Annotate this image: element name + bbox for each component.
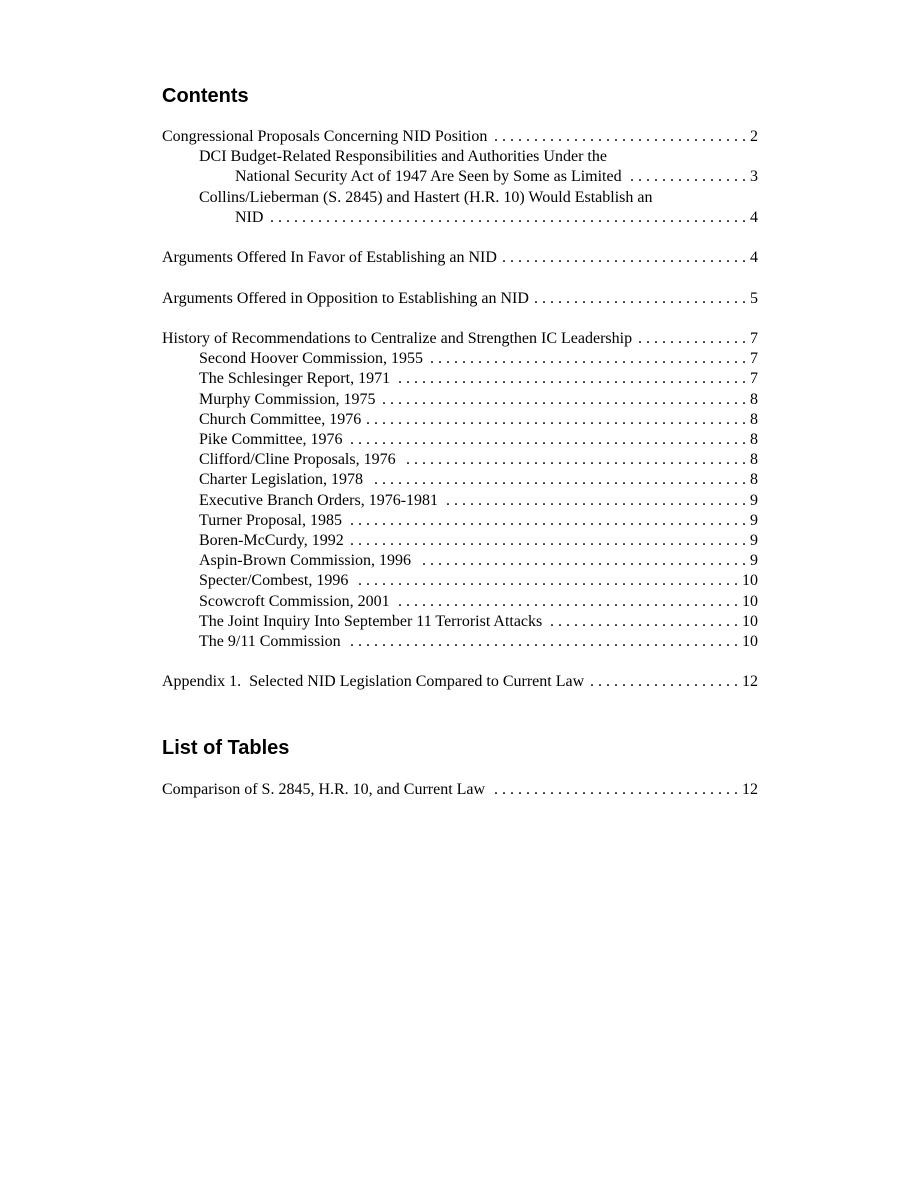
contents-heading: Contents (162, 85, 249, 107)
toc-entry-page: 7 (750, 350, 758, 368)
dot-leader (590, 672, 738, 692)
toc-entry-page: 5 (750, 289, 758, 307)
toc-entry-page: 8 (750, 431, 758, 448)
toc-entry-title: History of Recommendations to Centralize and Strengthen IC Leadership (162, 329, 633, 347)
toc-entry-page: 4 (750, 208, 758, 226)
toc-entry-title: Appendix 1. Selected NID Legislation Compared to Current Law (162, 673, 585, 691)
toc-entry-page: 12 (742, 673, 758, 691)
toc-entry[interactable] (162, 349, 758, 369)
toc-entry-page: 8 (750, 390, 758, 408)
toc-entry-page: 7 (750, 329, 758, 347)
toc-entry-page: 2 (750, 128, 758, 145)
toc-entry-page: 9 (750, 511, 758, 529)
toc-entry-title: Church Committee, 1976 (199, 410, 362, 428)
dot-leader (638, 329, 746, 349)
toc-entry-title: Murphy Commission, 1975 (199, 390, 376, 408)
toc-entry-title: Executive Branch Orders, 1976-1981 (199, 491, 439, 509)
dot-leader (381, 390, 746, 410)
dot-leader (347, 632, 738, 652)
dot-leader (548, 612, 738, 632)
dot-leader (493, 127, 746, 147)
toc-entry-page: 7 (750, 370, 758, 388)
toc-entry[interactable] (162, 612, 758, 632)
toc-entry-page: 9 (750, 552, 758, 570)
toc-entry[interactable] (162, 592, 758, 612)
toc-entry[interactable] (162, 511, 758, 531)
dot-leader (628, 167, 746, 187)
toc-entry-page: 10 (742, 633, 758, 651)
toc-entry-title: The Schlesinger Report, 1971 (199, 370, 391, 388)
toc-entry[interactable] (162, 390, 758, 410)
dot-leader (429, 349, 746, 369)
toc-entry-page: 8 (750, 471, 758, 489)
toc-entry-page: 9 (750, 532, 758, 550)
dot-leader (417, 551, 746, 571)
toc-entry-title: DCI Budget-Related Responsibilities and Authorities Under the (199, 148, 607, 166)
toc-entry[interactable] (162, 188, 758, 228)
toc-entry-title-continued: NID (235, 208, 264, 226)
toc-entry-title: Congressional Proposals Concerning NID Position (162, 128, 488, 145)
toc-entry-title: Arguments Offered In Favor of Establishing an NID (162, 249, 497, 267)
dot-leader (402, 450, 746, 470)
toc-entry[interactable] (162, 127, 758, 147)
toc-entry-page: 10 (742, 592, 758, 610)
dot-leader (396, 592, 738, 612)
list-of-tables-heading: List of Tables (162, 737, 290, 759)
toc-entry-title: The Joint Inquiry Into September 11 Terrorist Attacks (199, 612, 543, 630)
toc-entry[interactable] (162, 450, 758, 470)
dot-leader (367, 410, 746, 430)
toc-entry-page: 9 (750, 491, 758, 509)
toc-entry[interactable] (162, 491, 758, 511)
toc-entry-page: 8 (750, 451, 758, 469)
toc-entry[interactable] (162, 632, 758, 652)
dot-leader (349, 430, 746, 450)
toc-entry[interactable] (162, 531, 758, 551)
contents-list (162, 127, 758, 693)
toc-entry[interactable] (162, 329, 758, 349)
toc-entry-title: Collins/Lieberman (S. 2845) and Hastert (H.R. 10) Would Establish an (199, 188, 653, 206)
toc-entry-title: The 9/11 Commission (199, 633, 341, 651)
list-of-tables (162, 780, 758, 800)
toc-entry[interactable] (162, 410, 758, 430)
toc-entry[interactable] (162, 369, 758, 389)
toc-entry[interactable] (162, 571, 758, 591)
toc-entry-title: Specter/Combest, 1996 (199, 572, 349, 590)
toc-entry-title-continued: National Security Act of 1947 Are Seen by Some as Limited (235, 168, 622, 186)
dot-leader (269, 208, 746, 228)
dot-leader (369, 470, 746, 490)
toc-entry-title: Turner Proposal, 1985 (199, 511, 342, 529)
dot-leader (491, 780, 738, 800)
toc-entry[interactable] (162, 248, 758, 268)
toc-entry[interactable] (162, 672, 758, 692)
toc-entry-page: 4 (750, 249, 758, 267)
toc-entry-title: Second Hoover Commission, 1955 (199, 350, 423, 368)
dot-leader (444, 491, 746, 511)
toc-entry-title: Boren-McCurdy, 1992 (199, 532, 344, 550)
toc-entry-title: Arguments Offered in Opposition to Establishing an NID (162, 289, 529, 307)
toc-entry-page: 10 (742, 612, 758, 630)
toc-entry-page: 8 (750, 410, 758, 428)
toc-entry-page: 10 (742, 572, 758, 590)
toc-entry-title: Aspin-Brown Commission, 1996 (199, 552, 412, 570)
table-entry[interactable] (162, 780, 758, 800)
toc-entry[interactable] (162, 470, 758, 490)
toc-entry[interactable] (162, 289, 758, 309)
dot-leader (396, 369, 746, 389)
table-entry-title: Comparison of S. 2845, H.R. 10, and Current Law (162, 781, 486, 798)
toc-entry-title: Charter Legislation, 1978 (199, 471, 363, 489)
dot-leader (348, 511, 746, 531)
toc-entry-title: Scowcroft Commission, 2001 (199, 592, 390, 610)
dot-leader (350, 531, 746, 551)
toc-entry-page: 3 (750, 168, 758, 186)
toc-entry[interactable] (162, 430, 758, 450)
toc-entry[interactable] (162, 147, 758, 187)
toc-entry[interactable] (162, 551, 758, 571)
toc-entry-title: Clifford/Cline Proposals, 1976 (199, 451, 396, 469)
dot-leader (503, 248, 746, 268)
dot-leader (354, 571, 738, 591)
toc-entry-title: Pike Committee, 1976 (199, 431, 343, 448)
table-entry-page: 12 (742, 781, 758, 798)
dot-leader (535, 289, 746, 309)
